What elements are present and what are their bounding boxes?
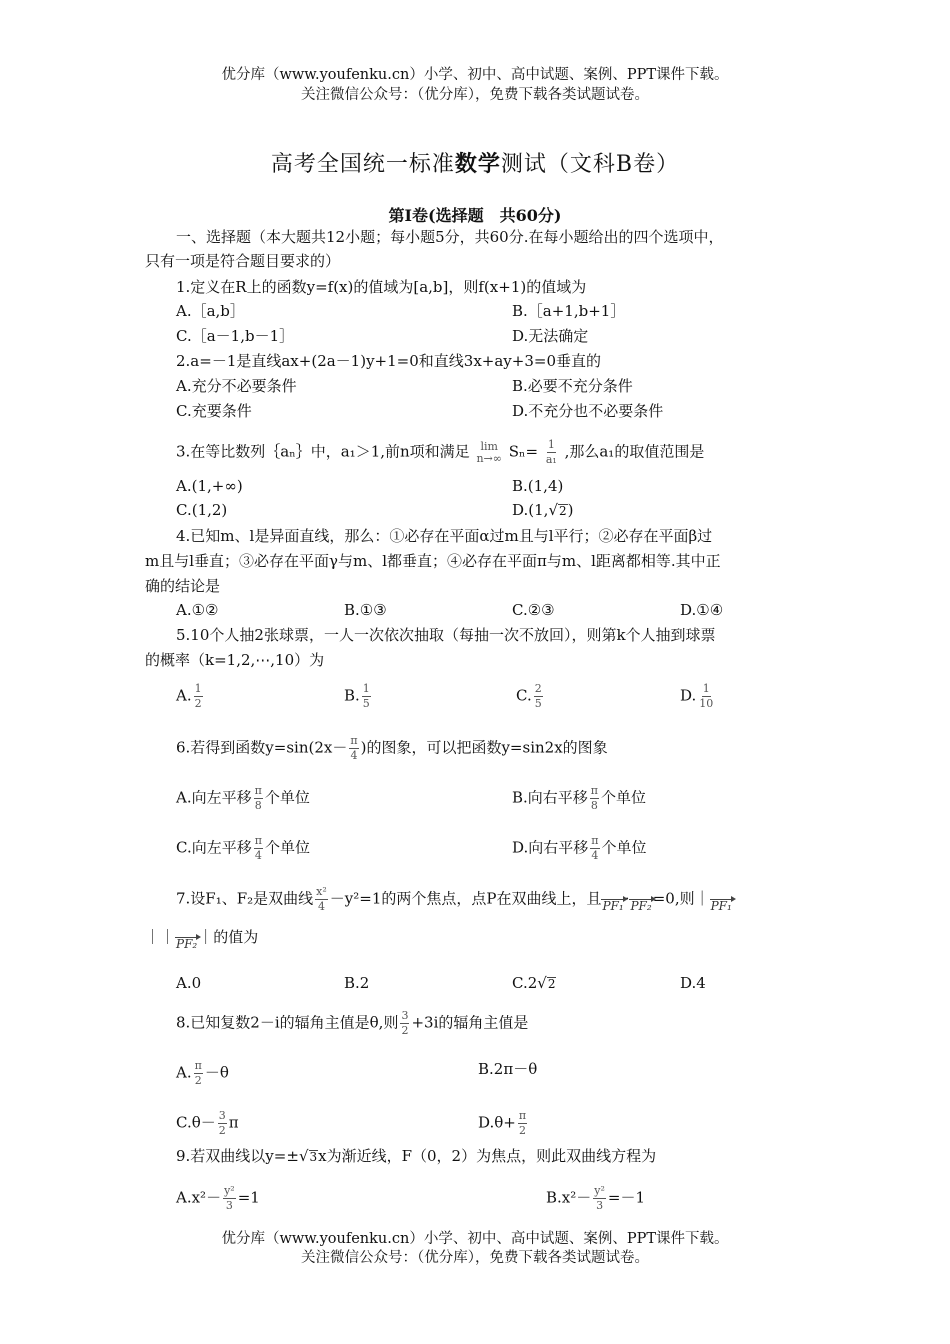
option-text-post: 个单位 <box>264 838 310 857</box>
q7-line2-pre: ｜｜ <box>145 928 176 946</box>
title-part-b: 数学 <box>454 151 501 177</box>
q9-option-b <box>546 1184 645 1213</box>
option-label: B. <box>344 686 360 705</box>
section-instructions-2: 只有一项是符合题目要求的） <box>145 252 341 270</box>
q6-stem <box>176 734 608 763</box>
fraction <box>518 1109 527 1138</box>
title-part-a: 高考全国统一标准 <box>270 152 455 177</box>
page-header-line1: 优分库（www.youfenku.cn）小学、初中、高中试题、案例、PPT课件下载。 <box>221 67 729 83</box>
q8-option-b: B.2π－θ <box>478 1060 538 1078</box>
option-text: C.向左平移 <box>176 838 252 857</box>
option-text-post: 个单位 <box>601 838 647 857</box>
q8-option-c <box>176 1109 239 1138</box>
option-text-post: π <box>228 1113 239 1132</box>
option-text: A.向左平移 <box>176 788 252 807</box>
denominator: 3 <box>225 1199 233 1212</box>
denominator: 4 <box>350 749 358 762</box>
fraction <box>254 784 263 813</box>
numerator: π <box>254 784 262 797</box>
denominator: 8 <box>254 799 262 812</box>
fraction <box>590 834 599 863</box>
q6-stem-pre: 6.若得到函数y=sin(2x－ <box>176 738 348 757</box>
q6-stem-post: )的图象，可以把函数y=sin2x的图象 <box>360 738 608 757</box>
q4-option-c: C.②③ <box>512 601 555 619</box>
section-instructions-1: 一、选择题（本大题共12小题；每小题5分，共60分.在每小题给出的四个选项中， <box>176 228 724 246</box>
sqrt-radicand: 2 <box>559 504 567 518</box>
vector-pf2: PF₂ <box>630 898 652 913</box>
numerator: π <box>194 1059 202 1072</box>
q4-line1: 4.已知m、l是异面直线，那么：①必存在平面α过m且与l平行；②必存在平面β过 <box>176 527 713 545</box>
q4-option-b: B.①③ <box>344 601 387 619</box>
numerator: π <box>518 1109 527 1122</box>
title-part-c: 测试（文科B卷） <box>500 152 680 177</box>
q9-stem-post: x为渐近线，F（0，2）为焦点，则此双曲线方程为 <box>318 1147 657 1165</box>
sqrt-radicand: 2 <box>547 977 556 991</box>
lim-subscript: n→∞ <box>476 451 502 465</box>
fraction <box>590 784 599 813</box>
q8-stem-pre: 8.已知复数2－i的辐角主值是θ,则 <box>176 1013 399 1032</box>
q5-line2: 的概率（k=1,2,⋯,10）为 <box>145 651 325 669</box>
numerator: 3 <box>401 1009 409 1022</box>
denominator: 8 <box>590 799 598 812</box>
fraction <box>400 1009 409 1038</box>
sqrt-radicand: 3 <box>309 1150 318 1164</box>
option-text-post: －θ <box>204 1063 229 1082</box>
option-text-post: 个单位 <box>601 788 647 807</box>
fraction <box>254 834 263 863</box>
fraction <box>315 885 328 914</box>
q7-option-a: A.0 <box>176 974 202 992</box>
q2-stem: 2.a=－1是直线ax+(2a－1)y+1=0和直线3x+ay+3=0垂直的 <box>176 352 601 370</box>
fraction <box>218 1109 227 1138</box>
q7-option-b: B.2 <box>344 974 370 992</box>
q7-option-c: C.2√2 <box>512 974 556 992</box>
q2-option-d: D.不充分也不必要条件 <box>512 402 664 420</box>
q6-option-b <box>512 784 646 813</box>
q3-fraction <box>545 438 558 467</box>
numerator: 3 <box>218 1109 226 1122</box>
q5-option-b <box>344 682 373 711</box>
q3-stem <box>176 438 704 467</box>
limit-symbol <box>476 441 501 465</box>
option-label: A. <box>176 1063 192 1082</box>
denominator: 3 <box>596 1199 604 1212</box>
numerator: π <box>590 784 599 797</box>
q2-option-c: C.充要条件 <box>176 402 252 420</box>
q4-option-a: A.①② <box>176 601 219 619</box>
q4-option-d: D.①④ <box>680 601 724 619</box>
q1-option-b: B.［a+1,b+1］ <box>512 302 626 320</box>
q6-option-a <box>176 784 310 813</box>
q3-stem-post: ,那么a₁的取值范围是 <box>564 442 705 461</box>
denominator: 5 <box>362 697 370 710</box>
q4-line3: 确的结论是 <box>145 577 221 595</box>
denominator: 2 <box>194 697 202 710</box>
q9-stem: 9.若双曲线以y=±√3x为渐近线，F（0，2）为焦点，则此双曲线方程为 <box>176 1147 657 1165</box>
q3-option-a: A.(1,+∞) <box>176 477 243 495</box>
numerator: y² <box>594 1184 605 1197</box>
numerator: 1 <box>547 438 555 451</box>
q5-line1: 5.10个人抽2张球票，一人一次依次抽取（每抽一次不放回），则第k个人抽到球票 <box>176 626 716 644</box>
q7-stem-pre: 7.设F₁、F₂是双曲线 <box>176 889 314 908</box>
q2-option-b: B.必要不充分条件 <box>512 377 633 395</box>
q7-stem-mid2: =0,则｜ <box>652 889 710 908</box>
option-label: D.θ+ <box>478 1113 516 1132</box>
denominator: 10 <box>699 697 714 710</box>
page-footer-line2: 关注微信公众号：（优分库），免费下载各类试题试卷。 <box>301 1250 649 1266</box>
q3-option-b: B.(1,4) <box>512 477 564 495</box>
option-text: B.向右平移 <box>512 788 588 807</box>
option-label: A. <box>176 686 192 705</box>
option-label: A.x²－ <box>176 1188 222 1207</box>
numerator: 2 <box>534 682 542 695</box>
denominator: 2 <box>401 1024 409 1037</box>
option-label: C.θ－ <box>176 1113 216 1132</box>
denominator: a₁ <box>545 453 557 466</box>
option-label: C. <box>516 686 532 705</box>
q1-option-c: C.［a－1,b－1］ <box>176 327 295 345</box>
fraction <box>223 1184 236 1213</box>
vector-pf2: PF₂ <box>176 937 198 951</box>
numerator: π <box>591 834 599 847</box>
vector-pf1: PF₁ <box>602 898 624 913</box>
fraction <box>194 682 203 711</box>
q6-option-c <box>176 834 310 863</box>
option-text: C.2 <box>512 974 538 992</box>
denominator: 4 <box>591 849 599 862</box>
q1-stem: 1.定义在R上的函数y=f(x)的值域为[a,b]，则f(x+1)的值域为 <box>176 278 587 296</box>
numerator: y² <box>224 1184 235 1197</box>
q5-option-c <box>516 682 545 711</box>
q6-option-d <box>512 834 647 863</box>
option-text-post: =1 <box>237 1188 260 1207</box>
numerator: 1 <box>362 682 370 695</box>
q8-stem <box>176 1009 528 1038</box>
denominator: 2 <box>194 1074 202 1087</box>
numerator: π <box>350 734 358 747</box>
q3-d-post: ) <box>567 501 574 519</box>
option-label: B.x²－ <box>546 1188 592 1207</box>
q8-option-a <box>176 1059 229 1088</box>
q7-line2 <box>145 927 807 951</box>
q7-stem <box>176 885 733 914</box>
q3-d-pre: D.(1, <box>512 501 549 519</box>
fraction <box>593 1184 606 1213</box>
q5-option-d <box>680 682 716 711</box>
page-title <box>0 147 950 178</box>
fraction <box>698 682 714 711</box>
numerator: 1 <box>702 682 710 695</box>
lim-label: lim <box>480 439 498 453</box>
q8-option-d <box>478 1109 529 1138</box>
numerator: π <box>254 834 262 847</box>
q3-stem-mid: Sₙ= <box>508 442 539 461</box>
page-footer-line1: 优分库（www.youfenku.cn）小学、初中、高中试题、案例、PPT课件下载。 <box>221 1231 729 1247</box>
q7-stem-mid: －y²=1的两个焦点，点P在双曲线上，且 <box>329 889 602 908</box>
q1-option-d: D.无法确定 <box>512 327 589 345</box>
denominator: 2 <box>518 1124 526 1137</box>
fraction <box>349 734 358 763</box>
dot-operator: · <box>624 889 630 908</box>
page-header-line2: 关注微信公众号：（优分库），免费下载各类试题试卷。 <box>301 87 649 103</box>
numerator: x² <box>316 885 327 898</box>
q9-option-a <box>176 1184 260 1213</box>
numerator: 1 <box>194 682 202 695</box>
q3-stem-pre: 3.在等比数列｛aₙ｝中，a₁＞1,前n项和满足 <box>176 442 470 461</box>
section-subtitle: 第Ⅰ卷(选择题 共60分) <box>388 206 562 225</box>
q8-stem-post: +3i的辐角主值是 <box>411 1013 529 1032</box>
q2-option-a: A.充分不必要条件 <box>176 377 297 395</box>
denominator: 4 <box>317 900 325 913</box>
denominator: 2 <box>218 1124 226 1137</box>
fraction <box>362 682 371 711</box>
option-text: D.向右平移 <box>512 838 589 857</box>
q9-stem-pre: 9.若双曲线以y=± <box>176 1147 299 1165</box>
q5-option-a <box>176 682 205 711</box>
q7-option-d: D.4 <box>680 974 706 992</box>
option-label: D. <box>680 686 697 705</box>
denominator: 5 <box>534 697 542 710</box>
fraction <box>534 682 543 711</box>
q7-line2-post: ｜的值为 <box>198 928 259 946</box>
q4-line2: m且与l垂直；③必存在平面γ与m、l都垂直；④必存在平面π与m、l距离都相等.其中正 <box>145 552 721 570</box>
q3-option-c: C.(1,2) <box>176 501 228 519</box>
q3-option-d: D.(1,√2) <box>512 501 574 519</box>
q1-option-a: A.［a,b］ <box>176 302 245 320</box>
vector-pf1: PF₁ <box>710 898 732 913</box>
option-text-post: 个单位 <box>264 788 310 807</box>
option-text-post: =－1 <box>607 1188 646 1207</box>
denominator: 4 <box>254 849 262 862</box>
fraction <box>194 1059 203 1088</box>
